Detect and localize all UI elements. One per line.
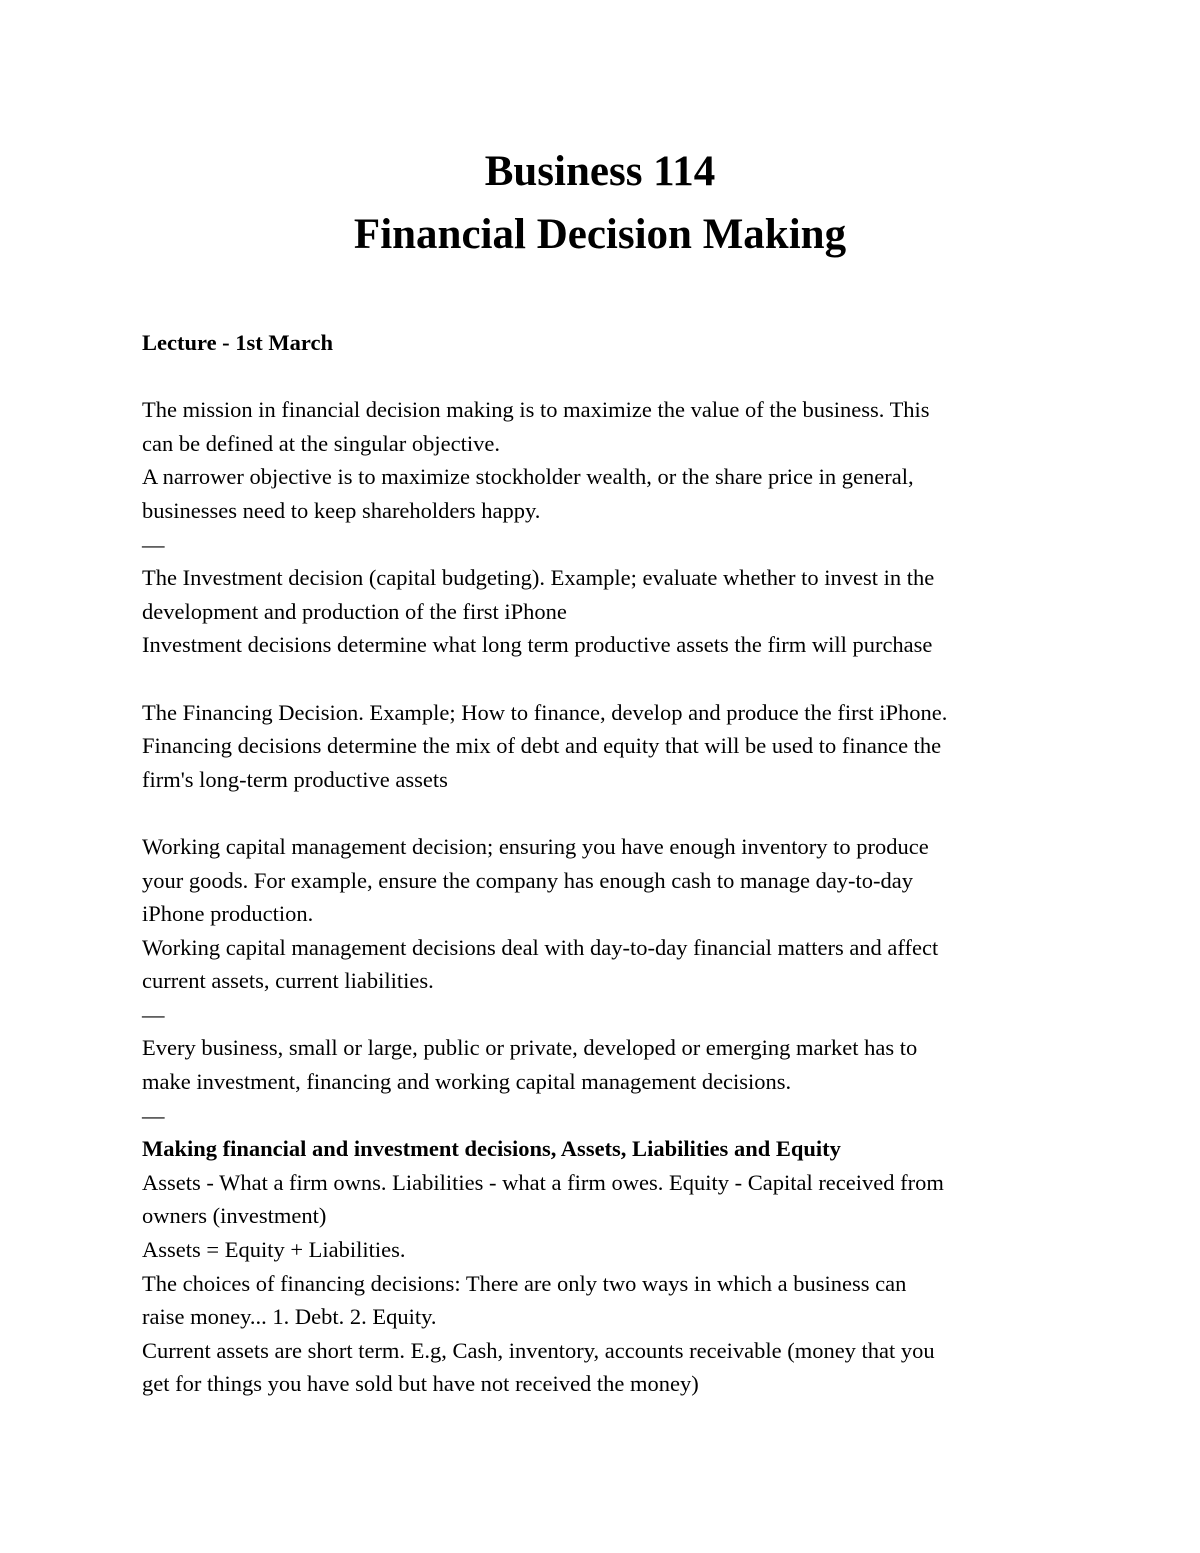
- body-line: Working capital management decisions deal with day-to-day financial matters and affect: [142, 934, 939, 960]
- body-line: make investment, financing and working capital management decisions.: [142, 1069, 792, 1095]
- body-line: The Financing Decision. Example; How to finance, develop and produce the first iPhone.: [142, 699, 948, 725]
- body-line: Working capital management decision; ensuring you have enough inventory to produce: [142, 833, 929, 859]
- lecture-heading: Lecture - 1st March: [142, 330, 333, 355]
- separator-dash: —: [142, 1001, 165, 1027]
- document-title: [0, 140, 1200, 266]
- body-line: your goods. For example, ensure the company has enough cash to manage day-to-day: [142, 867, 914, 893]
- body-line: businesses need to keep shareholders happy.: [142, 497, 541, 523]
- body-line: current assets, current liabilities.: [142, 968, 434, 994]
- document-body: [142, 326, 1062, 1401]
- body-line: raise money... 1. Debt. 2. Equity.: [142, 1304, 437, 1330]
- body-line: iPhone production.: [142, 901, 314, 927]
- body-line: get for things you have sold but have not received the money): [142, 1371, 699, 1397]
- blank-line: [142, 662, 1062, 696]
- body-line: Every business, small or large, public or private, developed or emerging market has to: [142, 1035, 918, 1061]
- body-line: firm's long-term productive assets: [142, 766, 448, 792]
- body-line: can be defined at the singular objective.: [142, 430, 500, 456]
- section-heading: Making financial and investment decisions, Assets, Liabilities and Equity: [142, 1136, 841, 1162]
- body-line: Financing decisions determine the mix of debt and equity that will be used to finance the: [142, 733, 942, 759]
- blank-line: [142, 360, 1062, 394]
- body-line: The choices of financing decisions: There are only two ways in which a business can: [142, 1270, 907, 1296]
- body-line: The mission in financial decision making is to maximize the value of the business. This: [142, 397, 930, 423]
- blank-line: [142, 796, 1062, 830]
- body-line: A narrower objective is to maximize stockholder wealth, or the share price in general,: [142, 464, 914, 490]
- body-line: The Investment decision (capital budgeting). Example; evaluate whether to invest in the: [142, 565, 935, 591]
- body-line: Assets = Equity + Liabilities.: [142, 1237, 406, 1263]
- body-line: development and production of the first iPhone: [142, 598, 567, 624]
- body-line: Investment decisions determine what long term productive assets the firm will purchase: [142, 632, 933, 658]
- body-line: Current assets are short term. E.g, Cash, inventory, accounts receivable (money that you: [142, 1337, 935, 1363]
- body-line: Assets - What a firm owns. Liabilities - what a firm owes. Equity - Capital received from: [142, 1169, 944, 1195]
- separator-dash: —: [142, 1102, 165, 1128]
- course-subtitle: Financial Decision Making: [353, 211, 847, 258]
- body-line: owners (investment): [142, 1203, 327, 1229]
- separator-dash: —: [142, 531, 165, 557]
- course-title: Business 114: [484, 148, 716, 195]
